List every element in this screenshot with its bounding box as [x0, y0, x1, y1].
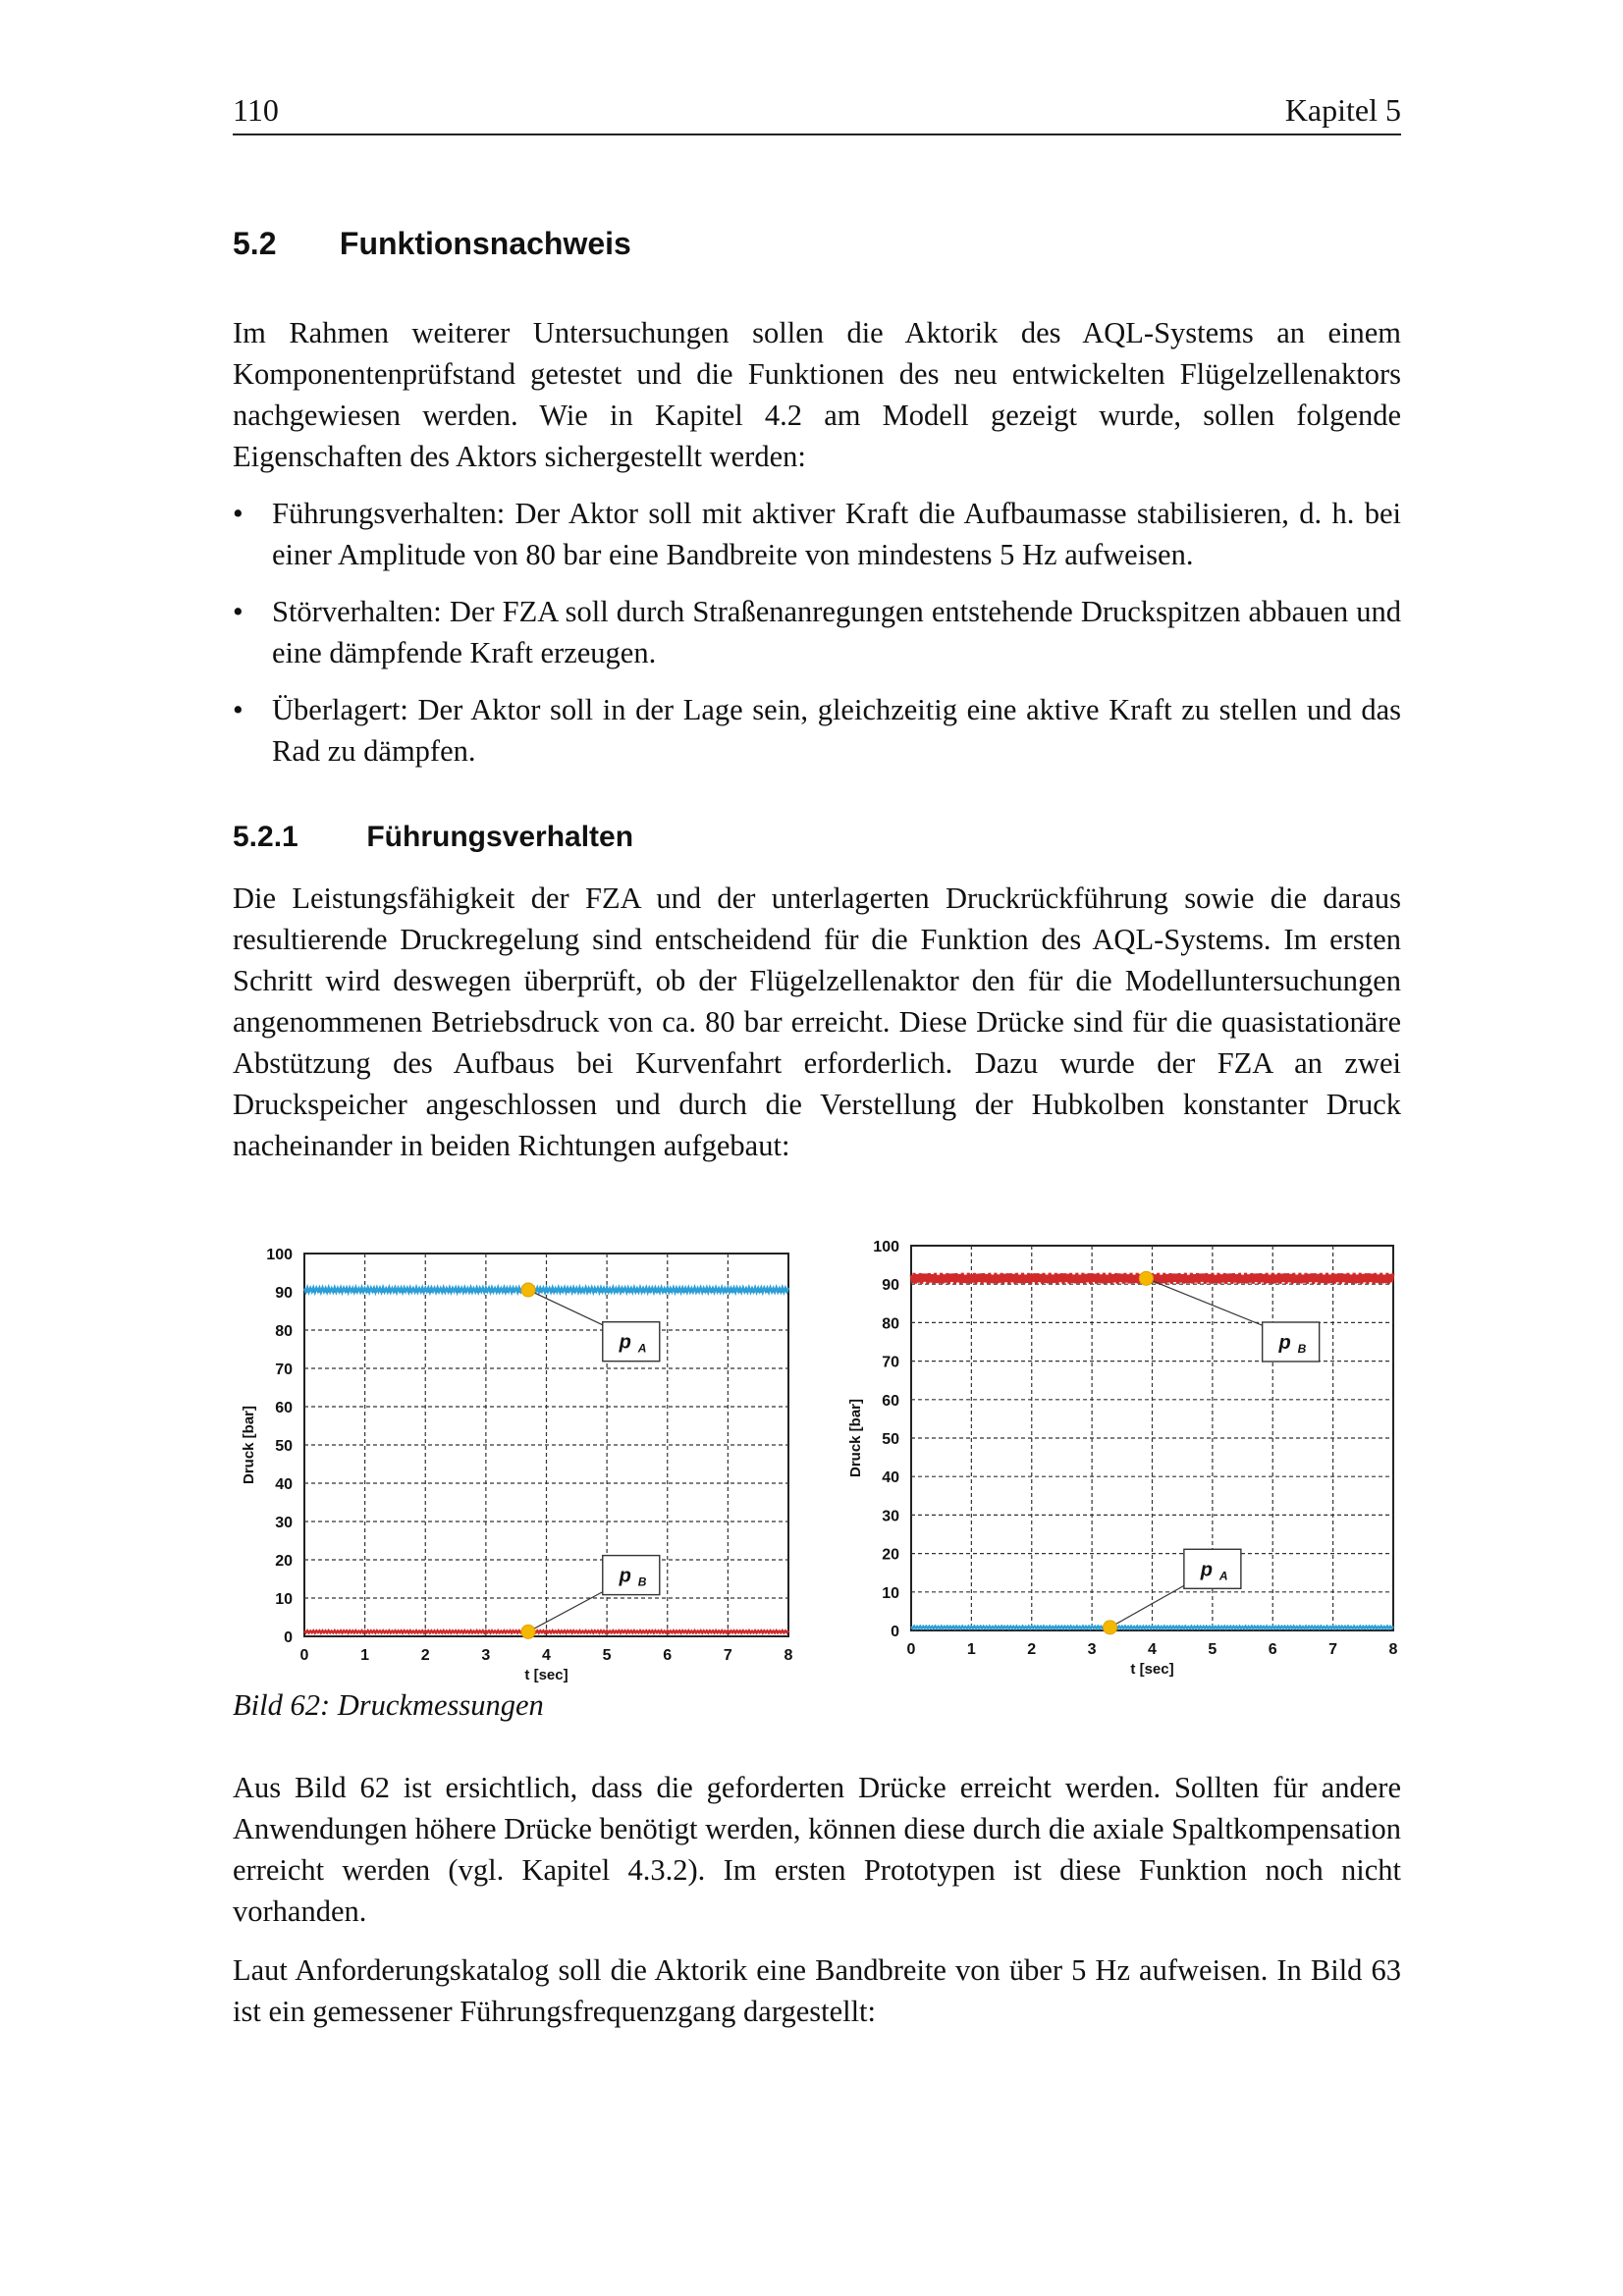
- marker-pA: [1104, 1621, 1117, 1634]
- x-tick-label: 8: [784, 1647, 793, 1664]
- list-item: [233, 493, 1401, 575]
- y-tick-label: 20: [882, 1546, 899, 1564]
- series-label-sub-pA: A: [1218, 1569, 1228, 1583]
- x-tick-label: 3: [481, 1647, 491, 1664]
- x-tick-label: 0: [299, 1647, 309, 1664]
- list-item: [233, 689, 1401, 772]
- x-tick-label: 2: [1027, 1641, 1037, 1658]
- x-tick-label: 8: [1388, 1641, 1398, 1658]
- y-tick-label: 90: [882, 1277, 899, 1295]
- y-tick-label: 0: [284, 1629, 293, 1646]
- series-label-pB: p: [1278, 1332, 1291, 1354]
- x-tick-label: 6: [663, 1647, 673, 1664]
- marker-pB: [1139, 1271, 1153, 1285]
- y-tick-label: 10: [275, 1591, 293, 1608]
- y-tick-label: 60: [882, 1392, 899, 1410]
- requirements-list: [233, 493, 1401, 787]
- y-tick-label: 30: [275, 1515, 293, 1531]
- y-tick-label: 0: [891, 1624, 899, 1640]
- y-tick-label: 60: [275, 1400, 293, 1416]
- paragraph-after-figure: Aus Bild 62 ist ersichtlich, dass die geforderten Drücke erreicht werden. Sollten für andere Anwendungen höhere Drücke benötigt werden, können diese durch die axiale Spaltkompensation erreicht werden (vgl. Kapitel 4.3.2). Im ersten Prototypen ist diese Funktion noch nicht vorhanden.: [233, 1771, 1401, 1928]
- series-label-sub-pB: B: [1297, 1342, 1307, 1356]
- y-tick-label: 20: [275, 1553, 293, 1570]
- x-tick-label: 6: [1268, 1641, 1277, 1658]
- list-item-text: Überlagert: Der Aktor soll in der Lage sein, gleichzeitig eine aktive Kraft zu stellen und das Rad zu dämpfen.: [272, 693, 1401, 768]
- x-tick-label: 2: [420, 1647, 430, 1664]
- bullet-symbol: •: [233, 693, 243, 726]
- section-heading: [233, 226, 631, 262]
- series-label-pA: p: [1200, 1559, 1213, 1581]
- x-tick-label: 5: [602, 1647, 612, 1664]
- section-number: 5.2: [233, 226, 277, 261]
- series-line-pA: [911, 1627, 1393, 1629]
- x-tick-label: 0: [906, 1641, 916, 1658]
- bullet-symbol: •: [233, 595, 243, 628]
- y-tick-label: 80: [882, 1315, 899, 1333]
- y-tick-label: 70: [882, 1354, 899, 1371]
- bullet-symbol: •: [233, 497, 243, 530]
- x-axis-label: t [sec]: [524, 1667, 568, 1683]
- intro-paragraph: Im Rahmen weiterer Untersuchungen sollen die Aktorik des AQL-Systems an einem Komponentenprüfstand getestet und die Funktionen des neu entwickelten Flügelzellenaktors nachgewiesen werden. Wie in Kapitel 4.2 am Modell gezeigt wurde, sollen folgende Eigenschaften des Aktors sichergestellt werden:: [233, 316, 1401, 473]
- y-tick-label: 10: [882, 1584, 899, 1602]
- x-tick-label: 5: [1208, 1641, 1217, 1658]
- subsection-title: Führungsverhalten: [366, 821, 634, 853]
- x-tick-label: 4: [542, 1647, 551, 1664]
- series-label-pA: p: [619, 1331, 631, 1354]
- running-header: [233, 90, 1401, 135]
- y-tick-label: 50: [275, 1438, 293, 1455]
- figure-caption: Bild 62: Druckmessungen: [233, 1688, 544, 1722]
- list-item: [233, 591, 1401, 673]
- x-tick-label: 3: [1087, 1641, 1097, 1658]
- section-title: Funktionsnachweis: [339, 226, 631, 261]
- x-tick-label: 4: [1148, 1641, 1157, 1658]
- marker-pB: [521, 1625, 535, 1638]
- subsection-number: 5.2.1: [233, 821, 298, 853]
- x-tick-label: 7: [1328, 1641, 1338, 1658]
- y-tick-label: 50: [882, 1431, 899, 1448]
- pressure-chart-right: [833, 1232, 1422, 1693]
- y-tick-label: 80: [275, 1323, 293, 1340]
- series-label-pB: p: [619, 1565, 631, 1587]
- page-number: 110: [233, 92, 279, 128]
- pressure-chart-left: [226, 1232, 815, 1693]
- y-axis-label: Druck [bar]: [241, 1405, 257, 1485]
- y-tick-label: 40: [275, 1476, 293, 1493]
- series-label-sub-pB: B: [637, 1575, 647, 1589]
- chapter-label: Kapitel 5: [1284, 92, 1401, 128]
- y-tick-label: 30: [882, 1508, 899, 1525]
- y-tick-label: 90: [275, 1285, 293, 1302]
- y-tick-label: 40: [882, 1469, 899, 1487]
- series-line-pB: [304, 1630, 788, 1632]
- list-item-text: Führungsverhalten: Der Aktor soll mit aktiver Kraft die Aufbaumasse stabilisieren, d. h. bei einer Amplitude von 80 bar eine Bandbreite von mindestens 5 Hz aufweisen.: [272, 497, 1401, 571]
- x-tick-label: 1: [966, 1641, 976, 1658]
- list-item-text: Störverhalten: Der FZA soll durch Straßenanregungen entstehende Druckspitzen abbauen und eine dämpfende Kraft erzeugen.: [272, 595, 1401, 669]
- y-axis-label: Druck [bar]: [847, 1398, 864, 1478]
- series-label-sub-pA: A: [637, 1341, 647, 1356]
- x-tick-label: 7: [723, 1647, 732, 1664]
- y-tick-label: 70: [275, 1362, 293, 1378]
- y-tick-label: 100: [873, 1239, 899, 1255]
- x-tick-label: 1: [360, 1647, 370, 1664]
- x-axis-label: t [sec]: [1130, 1661, 1174, 1678]
- subsection-paragraph: Die Leistungsfähigkeit der FZA und der unterlagerten Druckrückführung sowie die daraus resultierende Druckregelung sind entscheidend für die Funktion des AQL-Systems. Im ersten Schritt wird deswegen überprüft, ob der Flügelzellenaktor den für die Modelluntersuchungen angenommenen Betriebsdruck von ca. 80 bar erreicht. Diese Drücke sind für die quasistationäre Abstützung des Aufbaus bei Kurvenfahrt erforderlich. Dazu wurde der FZA an zwei Druckspeicher angeschlossen und durch die Verstellung der Hubkolben konstanter Druck nacheinander in beiden Richtungen aufgebaut:: [233, 881, 1401, 1162]
- paragraph-bandwidth: Laut Anforderungskatalog soll die Aktorik eine Bandbreite von über 5 Hz aufweisen. In Bild 63 ist ein gemessener Führungsfrequenzgang dargestellt:: [233, 1953, 1401, 2028]
- subsection-heading: [233, 821, 633, 854]
- y-tick-label: 100: [266, 1247, 293, 1263]
- marker-pA: [521, 1283, 535, 1297]
